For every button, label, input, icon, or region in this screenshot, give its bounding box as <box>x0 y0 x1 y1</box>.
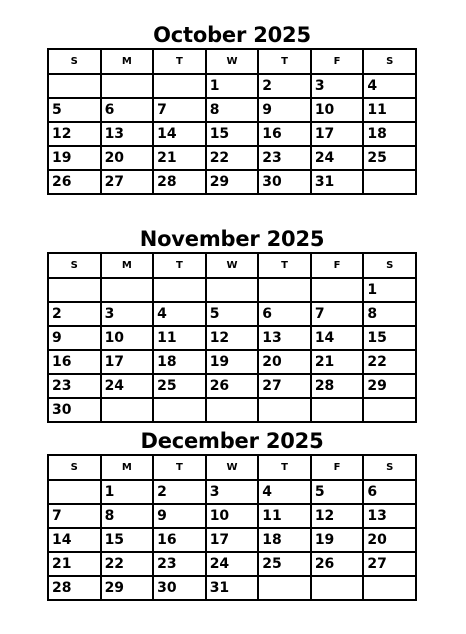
day-cell: 13 <box>101 122 154 146</box>
day-cell: 2 <box>48 302 101 326</box>
weekday-header: W <box>206 253 259 278</box>
day-cell: 6 <box>363 480 416 504</box>
empty-day-cell <box>153 278 206 302</box>
weekday-header: F <box>311 49 364 74</box>
weekday-header: S <box>48 455 101 480</box>
weekday-header: S <box>363 455 416 480</box>
day-cell: 5 <box>311 480 364 504</box>
empty-day-cell <box>101 398 154 422</box>
day-cell: 23 <box>48 374 101 398</box>
day-cell: 20 <box>363 528 416 552</box>
day-cell: 8 <box>363 302 416 326</box>
day-cell: 26 <box>206 374 259 398</box>
day-cell: 23 <box>258 146 311 170</box>
day-cell: 16 <box>153 528 206 552</box>
week-row <box>48 326 416 350</box>
day-cell: 5 <box>206 302 259 326</box>
week-row <box>48 278 416 302</box>
empty-day-cell <box>258 398 311 422</box>
weekday-header: M <box>101 253 154 278</box>
day-cell: 30 <box>258 170 311 194</box>
day-cell: 4 <box>363 74 416 98</box>
day-cell: 17 <box>206 528 259 552</box>
day-cell: 19 <box>206 350 259 374</box>
week-row <box>48 122 416 146</box>
day-cell: 29 <box>206 170 259 194</box>
empty-day-cell <box>101 74 154 98</box>
empty-day-cell <box>311 278 364 302</box>
weekday-header-row <box>48 49 416 74</box>
day-cell: 6 <box>101 98 154 122</box>
day-cell: 27 <box>101 170 154 194</box>
day-cell: 27 <box>258 374 311 398</box>
weekday-header: F <box>311 455 364 480</box>
calendar-grid <box>47 48 417 195</box>
weekday-header-row <box>48 455 416 480</box>
week-row <box>48 74 416 98</box>
day-cell: 30 <box>153 576 206 600</box>
weekday-header: T <box>258 49 311 74</box>
week-row <box>48 374 416 398</box>
day-cell: 10 <box>101 326 154 350</box>
day-cell: 7 <box>48 504 101 528</box>
empty-day-cell <box>363 398 416 422</box>
day-cell: 22 <box>101 552 154 576</box>
day-cell: 15 <box>363 326 416 350</box>
calendar-grid <box>47 454 417 601</box>
day-cell: 4 <box>153 302 206 326</box>
day-cell: 5 <box>48 98 101 122</box>
day-cell: 8 <box>206 98 259 122</box>
weekday-header: S <box>363 49 416 74</box>
weekday-header: S <box>48 49 101 74</box>
empty-day-cell <box>153 74 206 98</box>
weekday-header: F <box>311 253 364 278</box>
empty-day-cell <box>48 74 101 98</box>
weekday-header: T <box>153 253 206 278</box>
month-title: December 2025 <box>140 429 324 453</box>
empty-day-cell <box>101 278 154 302</box>
month-title: November 2025 <box>139 227 325 251</box>
day-cell: 24 <box>101 374 154 398</box>
day-cell: 1 <box>363 278 416 302</box>
day-cell: 6 <box>258 302 311 326</box>
week-row <box>48 528 416 552</box>
day-cell: 23 <box>153 552 206 576</box>
day-cell: 7 <box>153 98 206 122</box>
day-cell: 9 <box>153 504 206 528</box>
day-cell: 20 <box>258 350 311 374</box>
day-cell: 2 <box>153 480 206 504</box>
day-cell: 13 <box>363 504 416 528</box>
day-cell: 27 <box>363 552 416 576</box>
day-cell: 12 <box>206 326 259 350</box>
day-cell: 12 <box>48 122 101 146</box>
day-cell: 9 <box>258 98 311 122</box>
empty-day-cell <box>206 398 259 422</box>
day-cell: 25 <box>153 374 206 398</box>
week-row <box>48 302 416 326</box>
empty-day-cell <box>363 170 416 194</box>
day-cell: 11 <box>258 504 311 528</box>
weekday-header: W <box>206 49 259 74</box>
day-cell: 14 <box>48 528 101 552</box>
day-cell: 25 <box>363 146 416 170</box>
empty-day-cell <box>48 480 101 504</box>
day-cell: 2 <box>258 74 311 98</box>
day-cell: 28 <box>48 576 101 600</box>
empty-day-cell <box>206 278 259 302</box>
calendar-body <box>48 480 416 600</box>
week-row <box>48 98 416 122</box>
day-cell: 19 <box>48 146 101 170</box>
day-cell: 28 <box>153 170 206 194</box>
day-cell: 9 <box>48 326 101 350</box>
day-cell: 17 <box>311 122 364 146</box>
week-row <box>48 480 416 504</box>
day-cell: 31 <box>311 170 364 194</box>
day-cell: 25 <box>258 552 311 576</box>
day-cell: 26 <box>48 170 101 194</box>
week-row <box>48 350 416 374</box>
empty-day-cell <box>153 398 206 422</box>
day-cell: 16 <box>48 350 101 374</box>
day-cell: 20 <box>101 146 154 170</box>
day-cell: 1 <box>101 480 154 504</box>
day-cell: 19 <box>311 528 364 552</box>
weekday-header: S <box>363 253 416 278</box>
empty-day-cell <box>258 278 311 302</box>
day-cell: 29 <box>101 576 154 600</box>
day-cell: 24 <box>311 146 364 170</box>
weekday-header: S <box>48 253 101 278</box>
empty-day-cell <box>311 398 364 422</box>
day-cell: 18 <box>363 122 416 146</box>
day-cell: 30 <box>48 398 101 422</box>
empty-day-cell <box>258 576 311 600</box>
month-october <box>47 22 417 195</box>
day-cell: 10 <box>206 504 259 528</box>
month-november <box>47 226 417 423</box>
day-cell: 18 <box>258 528 311 552</box>
day-cell: 18 <box>153 350 206 374</box>
weekday-header-row <box>48 253 416 278</box>
month-title: October 2025 <box>153 23 311 47</box>
weekday-header: T <box>153 49 206 74</box>
empty-day-cell <box>363 576 416 600</box>
day-cell: 22 <box>363 350 416 374</box>
calendar-body <box>48 278 416 422</box>
weekday-header: T <box>258 455 311 480</box>
day-cell: 11 <box>153 326 206 350</box>
day-cell: 22 <box>206 146 259 170</box>
day-cell: 11 <box>363 98 416 122</box>
day-cell: 31 <box>206 576 259 600</box>
day-cell: 15 <box>206 122 259 146</box>
month-december <box>47 428 417 601</box>
day-cell: 12 <box>311 504 364 528</box>
week-row <box>48 552 416 576</box>
calendar-body <box>48 74 416 194</box>
day-cell: 21 <box>153 146 206 170</box>
day-cell: 10 <box>311 98 364 122</box>
day-cell: 15 <box>101 528 154 552</box>
day-cell: 29 <box>363 374 416 398</box>
weekday-header: W <box>206 455 259 480</box>
weekday-header: T <box>258 253 311 278</box>
day-cell: 21 <box>311 350 364 374</box>
day-cell: 3 <box>101 302 154 326</box>
week-row <box>48 146 416 170</box>
empty-day-cell <box>48 278 101 302</box>
calendar-grid <box>47 252 417 423</box>
week-row <box>48 398 416 422</box>
day-cell: 7 <box>311 302 364 326</box>
week-row <box>48 504 416 528</box>
weekday-header: M <box>101 49 154 74</box>
day-cell: 14 <box>311 326 364 350</box>
day-cell: 13 <box>258 326 311 350</box>
day-cell: 8 <box>101 504 154 528</box>
day-cell: 17 <box>101 350 154 374</box>
day-cell: 4 <box>258 480 311 504</box>
day-cell: 26 <box>311 552 364 576</box>
day-cell: 21 <box>48 552 101 576</box>
weekday-header: M <box>101 455 154 480</box>
day-cell: 14 <box>153 122 206 146</box>
day-cell: 1 <box>206 74 259 98</box>
week-row <box>48 576 416 600</box>
day-cell: 28 <box>311 374 364 398</box>
day-cell: 16 <box>258 122 311 146</box>
week-row <box>48 170 416 194</box>
day-cell: 24 <box>206 552 259 576</box>
empty-day-cell <box>311 576 364 600</box>
day-cell: 3 <box>311 74 364 98</box>
day-cell: 3 <box>206 480 259 504</box>
weekday-header: T <box>153 455 206 480</box>
